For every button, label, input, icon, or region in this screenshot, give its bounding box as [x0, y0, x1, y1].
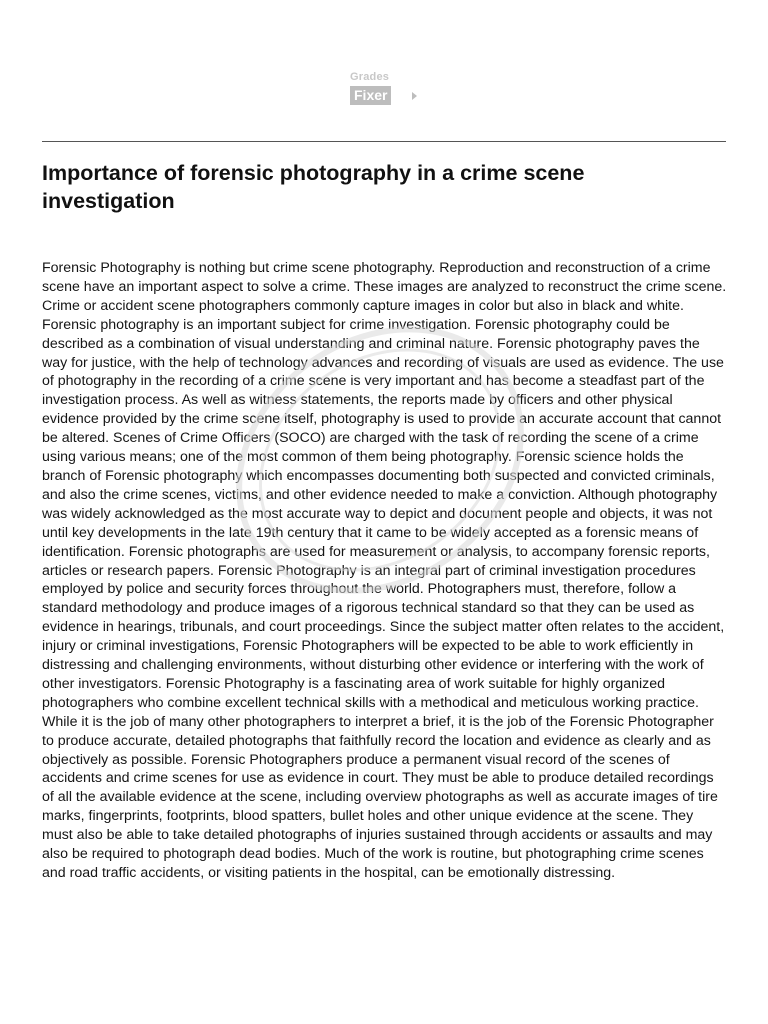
- document-body: Forensic Photography is nothing but crime scene photography. Reproduction and reconstruction of a crime scene have an important aspect to solve a crime. These images are analyzed to reconstruct the crime scene. Crime or accident scene photographers commonly capture images in color but also in black and white. Forensic photography is an important subject for crime investigation. Forensic photography could be described as a combination of visual understanding and criminal nature. Forensic photography paves the way for justice, with the help of technology advances and recording of visuals are used as evidence. The use of photography in the recording of a crime scene is very important and has become a steadfast part of the investigation process. As well as witness statements, the reports made by officers and other physical evidence provided by the crime scene itself, photography is used to provide an accurate account that cannot be altered. Scenes of Crime Officers (SOCO) are charged with the task of recording the scene of a crime using various means; one of the most common of them being photography. Forensic science holds the branch of Forensic photography which encompasses documenting both suspected and convicted criminals, and also the crime scenes, victims, and other evidence needed to make a conviction. Although photography was widely acknowledged as the most accurate way to depict and document people and objects, it was not until key developments in the late 19th century that it came to be widely accepted as a forensic means of identification. Forensic photographs are used for measurement or analysis, to accompany forensic reports, articles or research papers. Forensic Photography is an integral part of criminal investigation procedures employed by police and security forces throughout the world. Photographers must, therefore, follow a standard methodology and produce images of a rigorous technical standard so that they can be used as evidence in hearings, tribunals, and court proceedings. Since the subject matter often relates to the accident, injury or criminal investigations, Forensic Photographers will be expected to be able to work efficiently in distressing and challenging environments, without disturbing other evidence or interfering with the work of other investigators. Forensic Photography is a fascinating area of work suitable for highly organized photographers who combine excellent technical skills with a methodical and meticulous working practice. While it is the job of many other photographers to interpret a brief, it is the job of the Forensic Photographer to produce accurate, detailed photographs that faithfully record the location and evidence as clearly and as objectively as possible. Forensic Photographers produce a permanent visual record of the scenes of accidents and crime scenes for use as evidence in court. They must be able to produce detailed recordings of all the available evidence at the scene, including overview photographs as well as accurate images of tire marks, fingerprints, footprints, blood spatters, bullet holes and other unique evidence at the scene. They must also be able to take detailed photographs of injuries sustained through accidents or assaults and may also be required to photograph dead bodies. Much of the work is routine, but photographing crime scenes and road traffic accidents, or visiting patients in the hospital, can be emotionally distressing.: [42, 260, 727, 881]
- header-divider: [42, 141, 726, 142]
- logo-arrow-icon: [412, 92, 417, 100]
- document-title: Importance of forensic photography in a crime scene investigation: [42, 161, 585, 213]
- logo-bottom-text: Fixer: [350, 86, 391, 105]
- logo-top-text: Grades: [350, 71, 390, 83]
- gradesfixer-logo: [350, 71, 422, 107]
